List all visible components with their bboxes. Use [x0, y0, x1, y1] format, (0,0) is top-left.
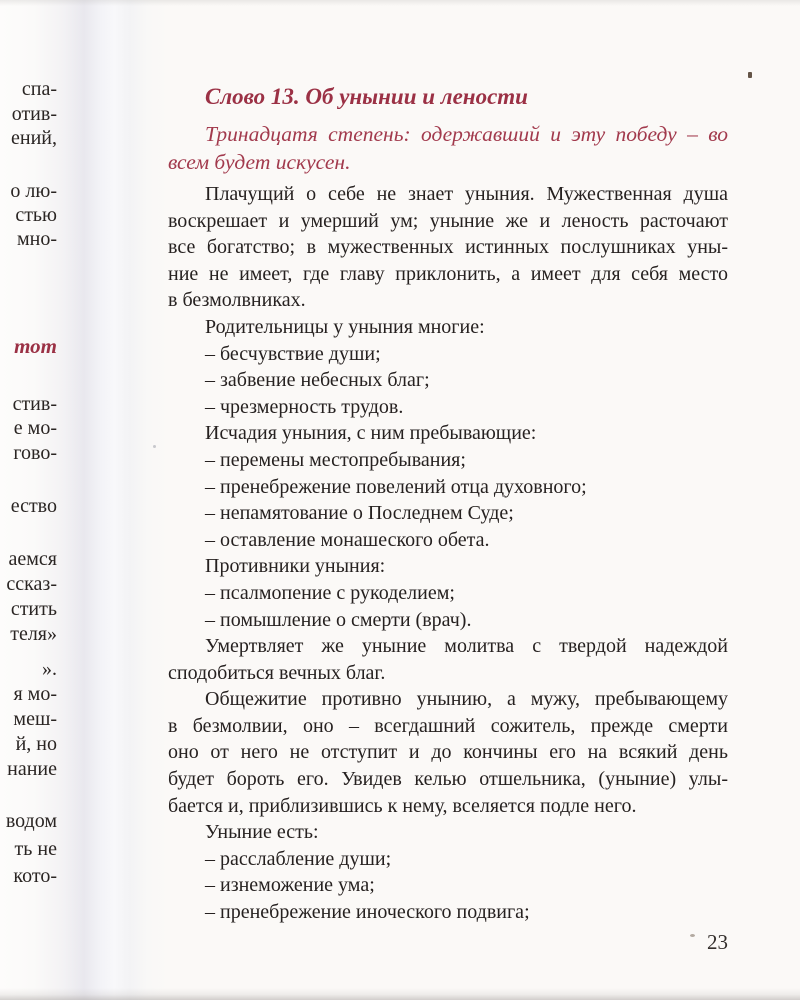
subtitle-line: Тринадцатя степень: одержавший и эту победу – во — [205, 122, 728, 146]
text-fragment-red: тот — [14, 334, 57, 358]
body-line: Плачущий о себе не знает уныния. Мужественная душа — [205, 183, 728, 205]
body-line: Исчадия уныния, с ним пребывающие: — [205, 422, 537, 445]
body-line: воскрешает и умерший ум; уныние же и леность расточают — [168, 209, 728, 232]
body-line: ние не имеет, где главу приклонить, а имеет для себя место — [168, 262, 728, 285]
text-fragment: ений, — [11, 127, 57, 149]
text-fragment: ». — [42, 658, 57, 680]
body-line: – расслабление души; — [205, 847, 392, 870]
body-line: Родительницы у уныния многие: — [205, 315, 485, 338]
chapter-subtitle — [168, 121, 728, 176]
text-fragment: теля» — [10, 623, 57, 645]
body-line: – забвение небесных благ; — [205, 369, 430, 392]
paper-speck — [690, 934, 695, 937]
body-line: сподобиться вечных благ. — [168, 661, 386, 684]
text-fragment: стью — [15, 204, 57, 226]
text-fragment: стить — [10, 598, 57, 620]
page-top-edge-shadow — [0, 0, 800, 6]
page-bottom-edge-shadow — [0, 988, 800, 1000]
body-line: в безмолвниках. — [168, 289, 306, 312]
body-line: Умертвляет же уныние молитва с твердой надеждой — [205, 635, 728, 658]
text-fragment: водом — [5, 810, 57, 832]
body-line: Общежитие противно унынию, а мужу, пребывающему — [205, 688, 728, 711]
text-fragment: ссказ- — [6, 573, 57, 595]
text-fragment: я мо- — [13, 683, 57, 705]
text-fragment: о лю- — [10, 180, 57, 202]
text-fragment: й, но — [15, 733, 57, 755]
text-fragment: аемся — [8, 548, 57, 570]
text-fragment: кото- — [13, 865, 57, 887]
text-fragment: спа- — [21, 78, 57, 100]
body-line: оно от него не отступит и до кончины его на всякий день — [168, 741, 728, 764]
body-line: Уныние есть: — [205, 821, 319, 844]
body-line: – помышление о смерти (врач). — [205, 608, 472, 631]
text-fragment: гово- — [13, 442, 57, 464]
previous-page-text-fragments — [0, 0, 57, 1000]
body-line: – пренебрежение иноческого подвига; — [205, 901, 530, 924]
body-line: – чрезмерность трудов. — [205, 395, 404, 418]
body-line: Противники уныния: — [205, 555, 386, 578]
body-line: – оставление монашеского обета. — [205, 528, 490, 551]
body-line: в безмолвии, оно – всегдашний сожитель, прежде смерти — [168, 714, 728, 737]
body-line: – перемены местопребывания; — [205, 448, 466, 471]
body-line: – изнеможение ума; — [205, 874, 375, 897]
body-line: бается и, приблизившись к нему, вселяется подле него. — [168, 794, 637, 817]
body-line: – пренебрежение повелений отца духовного; — [205, 475, 587, 498]
body-line: – непамятование о Последнем Суде; — [205, 502, 514, 525]
page-number: 23 — [707, 930, 728, 954]
subtitle-line: всем будет искусен. — [168, 149, 351, 174]
text-fragment: стив- — [12, 393, 57, 415]
paper-speck — [748, 72, 752, 78]
body-text — [168, 181, 728, 926]
body-line: все богатство; в мужественных истинных послушниках уны- — [168, 236, 728, 259]
body-line: будет бороть его. Увидев келью отшельника, (уныние) улы- — [168, 768, 728, 791]
text-fragment: нание — [7, 758, 57, 780]
text-fragment: е мо- — [13, 417, 57, 439]
paper-speck — [153, 445, 156, 448]
body-line: – бесчувствие души; — [205, 342, 381, 365]
text-fragment: ть не — [14, 838, 57, 860]
text-fragment: отив- — [11, 103, 57, 125]
text-fragment: меш- — [13, 708, 57, 730]
text-fragment: мно- — [16, 228, 57, 250]
text-fragment: ество — [10, 495, 57, 517]
body-line: – псалмопение с рукоделием; — [205, 581, 455, 604]
chapter-heading: Слово 13. Об унынии и лености — [205, 84, 528, 109]
